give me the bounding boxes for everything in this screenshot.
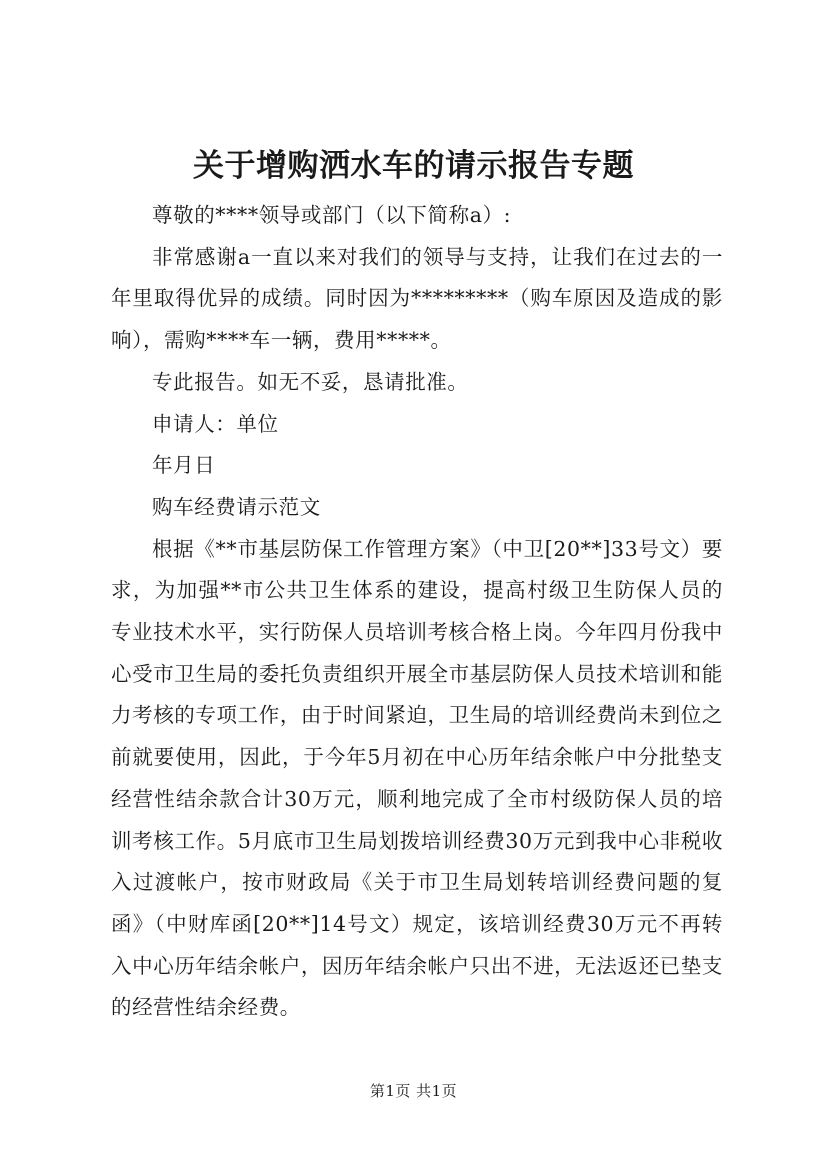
salutation-paragraph: 尊敬的****领导或部门（以下简称a）:: [152, 203, 512, 227]
document-title: 关于增购洒水车的请示报告专题: [193, 148, 634, 184]
section-heading: 购车经费请示范文: [152, 494, 321, 519]
body-paragraph: 根据《**市基层防保工作管理方案》（中卫[20**]33号文）要求，为加强**市公共卫生体系的建设，提高村级卫生防保人员的专业技术水平，实行防保人员培训考核合格上岗。今年四月份我中心受市卫生局的委托负责组织开展全市基层防保人员技术培训和能力考核的专项工作，由于时间紧迫，卫生局的培训经费尚未到位之前就要使用，因此，于今年5月初在中心历年结余帐户中分批垫支经营性结余款合计30万元，顺利地完成了全市村级防保人员的培训考核工作。5月底市卫生局划拨培训经费30万元到我中心非税收入过渡帐户，按市财政局《关于市卫生局划转培训经费问题的复函》（中财库函[20**]14号文）规定，该培训经费30万元不再转入中心历年结余帐户，因历年结余帐户只出不进，无法返还已垫支的经营性结余经费。: [111, 536, 723, 1020]
page-footer: 第1页 共1页: [369, 1082, 458, 1100]
document-body: [111, 195, 723, 1029]
body-paragraph: 非常感谢a一直以来对我们的领导与支持，让我们在过去的一年里取得优异的成绩。同时因为*********（购车原因及造成的影响），需购****车一辆，费用*****。: [111, 244, 723, 353]
applicant-line: 申请人：单位: [152, 411, 279, 436]
closing-paragraph: 专此报告。如无不妥，恳请批准。: [152, 369, 469, 394]
date-line: 年月日: [152, 453, 216, 478]
